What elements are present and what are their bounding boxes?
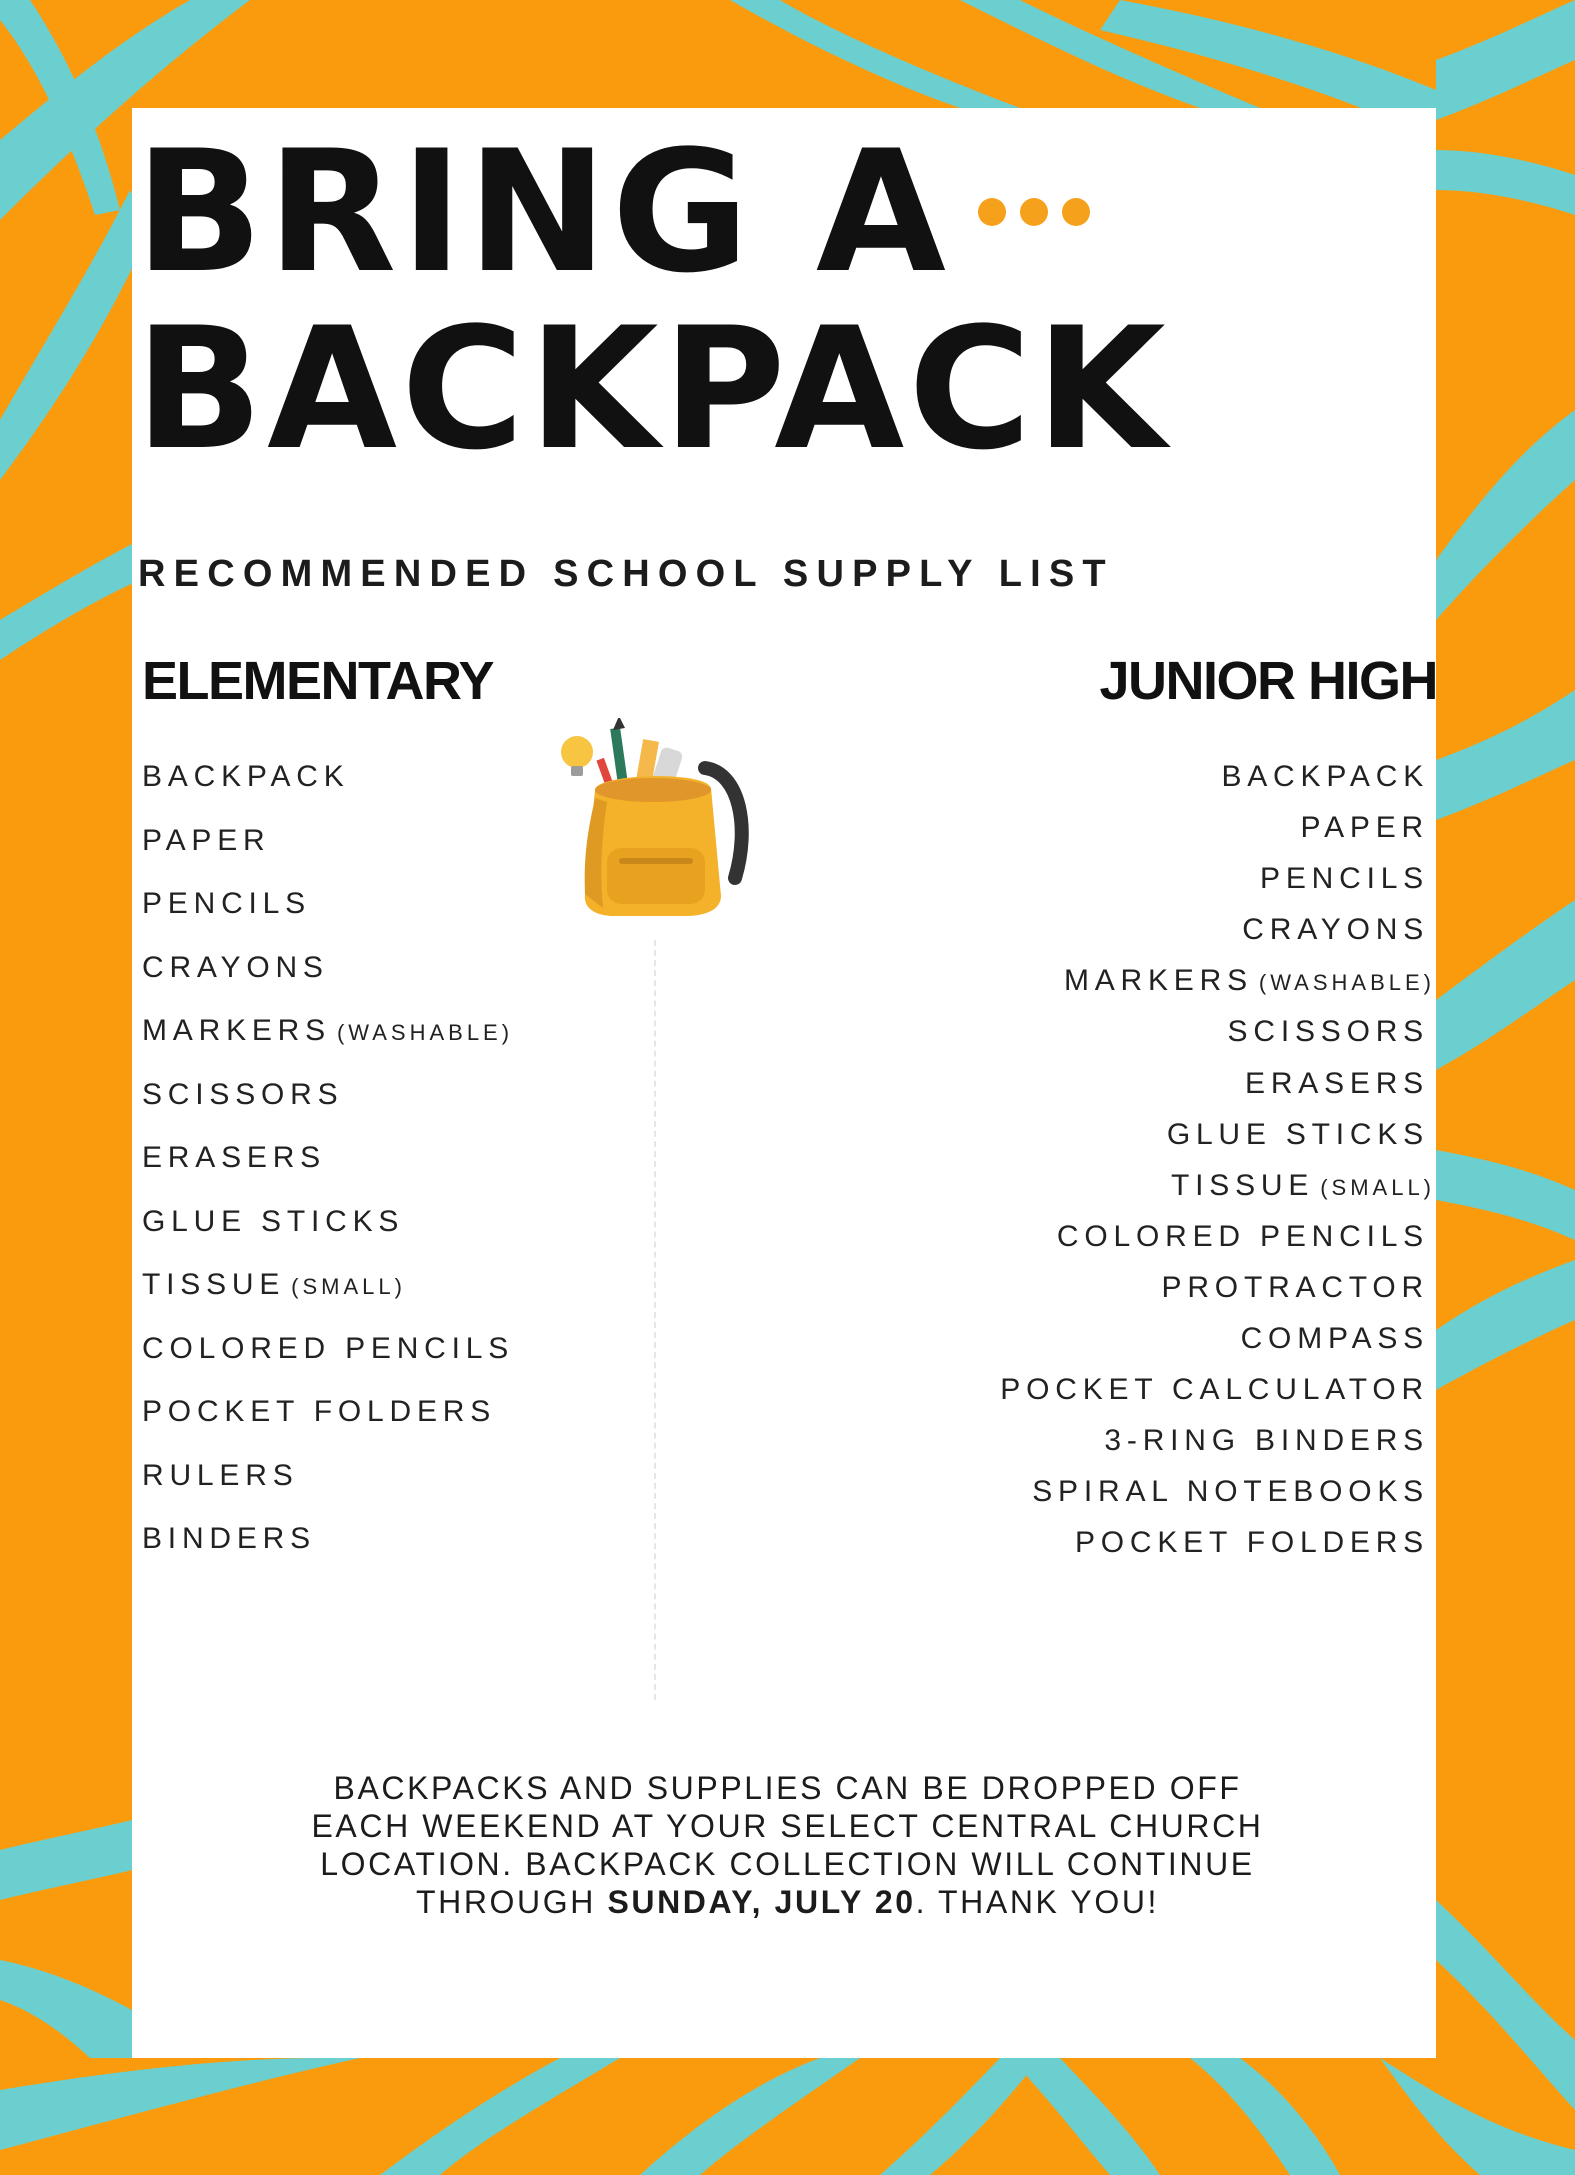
list-item: COLORED PENCILS — [142, 1331, 515, 1365]
list-item: GLUE STICKS — [1166, 1117, 1429, 1151]
column-divider — [654, 940, 656, 1700]
list-item: PAPER — [142, 823, 271, 857]
footer-line: LOCATION. BACKPACK COLLECTION WILL CONTINUE — [320, 1846, 1255, 1882]
list-item: PROTRACTOR — [1161, 1270, 1429, 1304]
list-item: COLORED PENCILS — [1056, 1219, 1429, 1253]
list-item: POCKET CALCULATOR — [1000, 1373, 1429, 1407]
list-item: BACKPACK — [1221, 760, 1429, 793]
junior-high-heading: JUNIOR HIGH — [1099, 651, 1437, 711]
footer-note — [200, 1769, 1375, 1921]
list-item: CRAYONS — [1242, 913, 1429, 947]
list-item: TISSUE (SMALL) — [142, 1268, 406, 1301]
deadline-date: SUNDAY, JULY 20 — [607, 1884, 916, 1920]
footer-line: THROUGH SUNDAY, JULY 20. THANK YOU! — [415, 1884, 1160, 1920]
list-item: SPIRAL NOTEBOOKS — [1032, 1475, 1429, 1509]
list-item: BACKPACK — [142, 760, 350, 793]
list-item: RULERS — [142, 1458, 299, 1492]
list-item: PENCILS — [1260, 862, 1429, 896]
list-item: PAPER — [1300, 811, 1429, 845]
list-item: MARKERS (WASHABLE) — [1063, 964, 1435, 998]
list-item: GLUE STICKS — [142, 1204, 405, 1238]
list-item: BINDERS — [142, 1522, 316, 1555]
list-item: 3-RING BINDERS — [1104, 1424, 1429, 1458]
list-item: PENCILS — [142, 887, 311, 920]
title-line-2: BACKPACK — [135, 291, 1170, 487]
subtitle: RECOMMENDED SCHOOL SUPPLY LIST — [138, 553, 1114, 595]
list-item: POCKET FOLDERS — [1074, 1526, 1429, 1560]
list-item: SCISSORS — [142, 1077, 344, 1111]
elementary-heading: ELEMENTARY — [142, 651, 494, 711]
list-item: MARKERS (WASHABLE) — [142, 1014, 514, 1047]
list-item: TISSUE (SMALL) — [1171, 1168, 1435, 1202]
list-item: ERASERS — [1245, 1066, 1429, 1100]
junior-high-supply-list — [1000, 762, 1435, 1580]
list-item: ERASERS — [142, 1141, 326, 1174]
title-line-1: BRING A — [135, 114, 950, 310]
list-item: POCKET FOLDERS — [142, 1395, 497, 1428]
backpack-with-supplies-icon — [555, 718, 765, 928]
list-item: CRAYONS — [142, 950, 329, 984]
footer-line: EACH WEEKEND AT YOUR SELECT CENTRAL CHURCH — [311, 1808, 1264, 1844]
footer-line: BACKPACKS AND SUPPLIES CAN BE DROPPED OFF — [333, 1770, 1242, 1806]
list-item: SCISSORS — [1227, 1015, 1429, 1049]
elementary-supply-list — [142, 762, 520, 1588]
list-item: COMPASS — [1240, 1322, 1429, 1356]
